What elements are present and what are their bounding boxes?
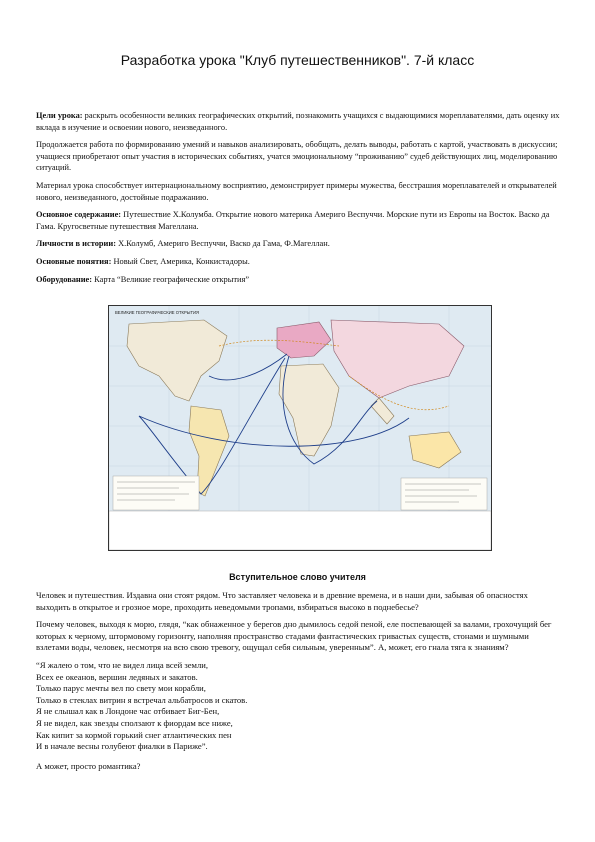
persons-paragraph xyxy=(36,238,564,250)
concepts-paragraph xyxy=(36,256,564,268)
goals-paragraph xyxy=(36,110,564,133)
content-label: Основное содержание: xyxy=(36,210,122,220)
values-paragraph: Материал урока способствует интернациональному восприятию, демонстрирует примеры мужества, бесстрашия мореплавателей и открывателей нового, неизведанного, достойные подражанию. xyxy=(36,180,557,202)
equipment-paragraph xyxy=(36,274,564,286)
concepts-label: Основные понятия: xyxy=(36,256,112,266)
persons-text: Х.Колумб, Америго Веспуччи, Васко да Гама, Ф.Магеллан. xyxy=(116,239,330,249)
intro-paragraph-1: Человек и путешествия. Издавна они стоят рядом. Что заставляет человека и в древние времена, и в наши дни, забывая об опасностях выходить в открытое и грозное море, проходить неведомыми тропами, взбираться высоко в поднебесье? xyxy=(36,590,528,612)
poem-line: Всех ее океанов, вершин ледяных и закатов. xyxy=(36,671,198,682)
poem xyxy=(36,660,564,753)
poem-line: Я не слышал как в Лондоне час отбивает Биг-Бен, xyxy=(36,706,220,717)
poem-line: Я не видел, как звезды сползают к фиордам все ниже, xyxy=(36,717,233,728)
content-paragraph xyxy=(36,209,564,232)
goals-label: Цели урока: xyxy=(36,111,83,120)
equipment-label: Оборудование: xyxy=(36,274,93,284)
map-svg xyxy=(109,306,491,550)
equipment-text: Карта “Великие географические открытия” xyxy=(92,274,250,284)
lesson-intro-block xyxy=(36,110,564,291)
poem-line: Как кипит за кормой горький снег атлантических пен xyxy=(36,729,232,740)
page-title: Разработка урока "Клуб путешественников". 7-й класс xyxy=(120,52,475,68)
persons-label: Личности в истории: xyxy=(36,239,116,249)
world-map-image xyxy=(108,305,492,551)
poem-line: “Я жалею о том, что не видел лица всей земли, xyxy=(36,659,209,670)
poem-line: И в начале весны голубеют фиалки в Париже”. xyxy=(36,741,208,752)
skills-paragraph: Продолжается работа по формированию умений и навыков анализировать, обобщать, делать выводы, работать с картой, участвовать в дискуссии; учащиеся приобретают опыт участия в исторических событиях, учатся эмоциональному “проживанию” судеб действующих лиц, моделированию ситуаций. xyxy=(36,140,558,173)
teacher-intro-block xyxy=(36,590,564,778)
poem-line: Только парус мечты вел по свету мои корабли, xyxy=(36,683,206,694)
content-text: Путешествие Х.Колумба. Открытие нового материка Америго Веспуччи. Морские пути из Европы на Восток. Васко да Гама. Кругосветные путешествия Магеллана. xyxy=(36,210,550,231)
section-title: Вступительное слово учителя xyxy=(229,572,366,582)
concepts-text: Новый Свет, Америка, Конкистадоры. xyxy=(111,256,250,266)
closing-question: А может, просто романтика? xyxy=(36,760,141,771)
map-caption: ВЕЛИКИЕ ГЕОГРАФИЧЕСКИЕ ОТКРЫТИЯ xyxy=(115,310,200,315)
poem-line: Только в стеклах витрин я встречал альбатросов и скатов. xyxy=(36,694,248,705)
intro-paragraph-2: Почему человек, выходя к морю, глядя, “как обнаженное у берегов дно дымилось седой пеной, еле поспевающей за валами, грохочущий бег которых к черному, штормовому горизонту, наполняя пространство стадами фантастических гривастых существ, стонами и шумными взлетами воды, человек, несмотря на всю свою тревогу, ощущал себя сильным, уверенным”. А, может, его гнала тяга к знаниям? xyxy=(36,619,552,653)
goals-text: раскрыть особенности великих географических открытий, познакомить учащихся с выдающимися мореплавателями, дать оценку их вклада в изучение и освоении нового, неизведанного. xyxy=(36,111,560,132)
